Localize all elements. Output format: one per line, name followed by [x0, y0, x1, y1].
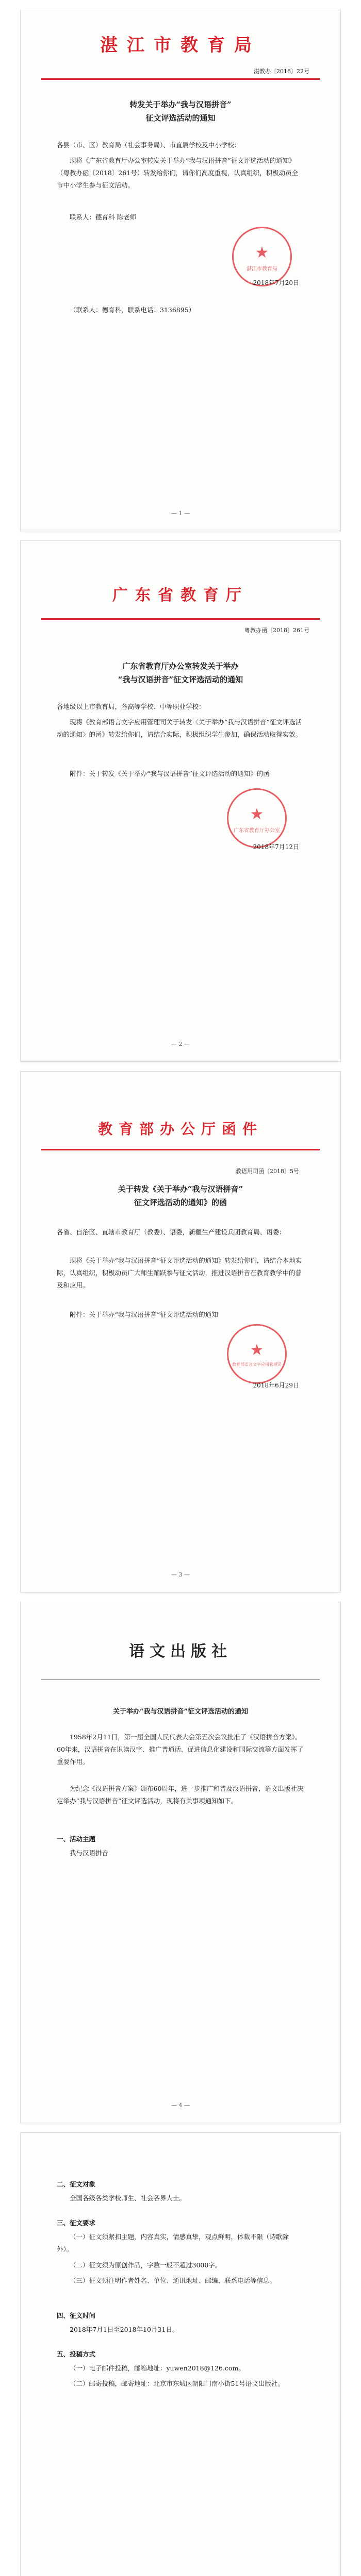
document-page-2: [21, 541, 340, 1061]
body-paragraph-1: 现将《教育部语言文字应用管理司关于转发〈关于举办“我与汉语拼音”征文评选活动的通知〉的函》转发给你们，请结合实际，积极组织学生参加，确保活动取得实效。: [57, 718, 302, 738]
seal-star-icon: ★: [250, 1341, 264, 1359]
section-heading-3: 三、征文要求: [57, 2219, 96, 2227]
document-title-line-1: 转发关于举办“我与汉语拼音”: [129, 100, 232, 109]
section-heading-1: 一、活动主题: [57, 1835, 96, 1843]
requirement-3: （三）征文须注明作者姓名、单位、通讯地址、邮编、联系电话等信息。: [70, 2277, 276, 2284]
requirement-1: （一）征文须紧扣主题，内容真实，情感真挚，观点鲜明，体裁不限（诗歌除外）。: [57, 2233, 289, 2253]
section-1-body: 我与汉语拼音: [70, 1849, 109, 1857]
document-title-line-1: 广东省教育厅办公室转发关于举办: [122, 662, 239, 671]
red-divider: [41, 618, 320, 620]
body-paragraph-1: 1958年2月11日，第一届全国人民代表大会第五次会议批准了《汉语拼音方案》。60年来，汉语拼音在识读汉字、推广普通话、促进信息化建设和国际交流等方面发挥了重要作用。: [57, 1733, 304, 1766]
document-title: 关于举办“我与汉语拼音”征文评选活动的通知: [113, 1708, 248, 1716]
attachment-line: 附件：关于举办“我与汉语拼音”征文评选活动的通知: [70, 1311, 218, 1318]
seal-star-icon: ★: [250, 805, 264, 823]
red-divider: [41, 1149, 320, 1150]
official-seal: [227, 788, 287, 848]
document-title-line-2: 征文评选活动的通知: [145, 113, 216, 123]
document-page-1: [21, 10, 340, 531]
requirement-2: （二）征文须为原创作品，字数一般不超过3000字。: [70, 2261, 222, 2269]
red-header-title: 广东省教育厅: [112, 586, 249, 604]
seal-text: 广东省教育厅办公室: [234, 828, 280, 834]
issue-date: 2018年7月20日: [253, 279, 299, 286]
section-2-body: 全国各级各类学校师生、社会各界人士。: [70, 2194, 186, 2202]
submission-method-2: （二）邮寄投稿，邮寄地址：北京市东城区朝阳门南小街51号语文出版社。: [70, 2380, 284, 2387]
seal-text: 教育部语言文字应用管理司: [232, 1362, 282, 1367]
page-number: — 3 —: [171, 1571, 190, 1578]
document-number: 湛教办〔2018〕22号: [254, 68, 309, 75]
red-header-title: 湛江市教育局: [100, 35, 261, 56]
document-page-3: [21, 1072, 340, 1592]
red-header-title: 教育部办公厅函件: [97, 1121, 263, 1138]
page-number: — 1 —: [171, 510, 190, 517]
document-number: 粤教办函〔2018〕261号: [244, 627, 309, 634]
page-number: — 2 —: [171, 1041, 190, 1047]
document-page-5: [21, 2133, 340, 2576]
document-title-line-2: “我与汉语拼音”征文评选活动的通知: [118, 675, 243, 684]
page-number: — 4 —: [171, 2102, 190, 2109]
official-seal: [232, 227, 292, 286]
seal-star-icon: ★: [255, 244, 269, 262]
section-heading-2: 二、征文对象: [57, 2180, 96, 2188]
section-heading-5: 五、投稿方式: [57, 2350, 96, 2358]
document-page-4: [21, 1602, 340, 2123]
seal-text: 湛江市教育局: [247, 266, 277, 272]
document-title-line-1: 关于转发《关于举办“我与汉语拼音”: [118, 1184, 243, 1194]
document-number: 教语用司函〔2018〕5号: [236, 1168, 299, 1175]
section-heading-4: 四、征文时间: [57, 2312, 96, 2319]
salutation: 各县（市、区）教育局（社会事务局）、市直属学校及中小学校：: [57, 141, 241, 149]
official-seal: [227, 1324, 287, 1384]
salutation: 各省、自治区、直辖市教育厅（教委）、语委，新疆生产建设兵团教育局、语委：: [57, 1228, 286, 1236]
footer-contact: （联系人：德育科，联系电话：3136895）: [70, 306, 195, 314]
document-title-line-2: 征文评选活动的通知》的函: [134, 1198, 227, 1207]
issue-date: 2018年7月12日: [253, 843, 299, 851]
submission-method-1: （一）电子邮件投稿，邮箱地址：yuwen2018@126.com。: [70, 2364, 245, 2372]
section-4-body: 2018年7月1日至2018年10月31日。: [70, 2326, 179, 2333]
body-paragraph-1: 现将《广东省教育厅办公室转发关于举办“我与汉语拼音”征文评选活动的通知》（粤教办函〔2018〕261号）转发给你们，请你们高度重视，认真组织，积极动员全市中小学生参与征文活动。: [57, 157, 299, 189]
publisher-calligraphy-title: 语文出版社: [129, 1642, 232, 1660]
issue-date: 2018年6月29日: [253, 1382, 299, 1389]
attachment-line: 附件：关于转发《关于举办“我与汉语拼音”征文评选活动的通知》的函: [70, 770, 270, 777]
body-paragraph-2: 联系人：德育科 陈老师: [70, 213, 136, 221]
red-divider: [41, 78, 320, 80]
salutation: 各地级以上市教育局，各高等学校、中等职业学校：: [57, 703, 205, 710]
body-paragraph-2: 为纪念《汉语拼音方案》颁布60周年，进一步推广和普及汉语拼音，语文出版社决定举办“我与汉语拼音”征文评选活动，现将有关事项通知如下。: [57, 1785, 304, 1805]
body-paragraph-1: 现将《关于举办“我与汉语拼音”征文评选活动的通知》转发给你们，请结合本地实际，认真组织，积极动员广大师生踊跃参与征文活动，推进汉语拼音在教育教学中的普及和应用。: [57, 1257, 302, 1289]
